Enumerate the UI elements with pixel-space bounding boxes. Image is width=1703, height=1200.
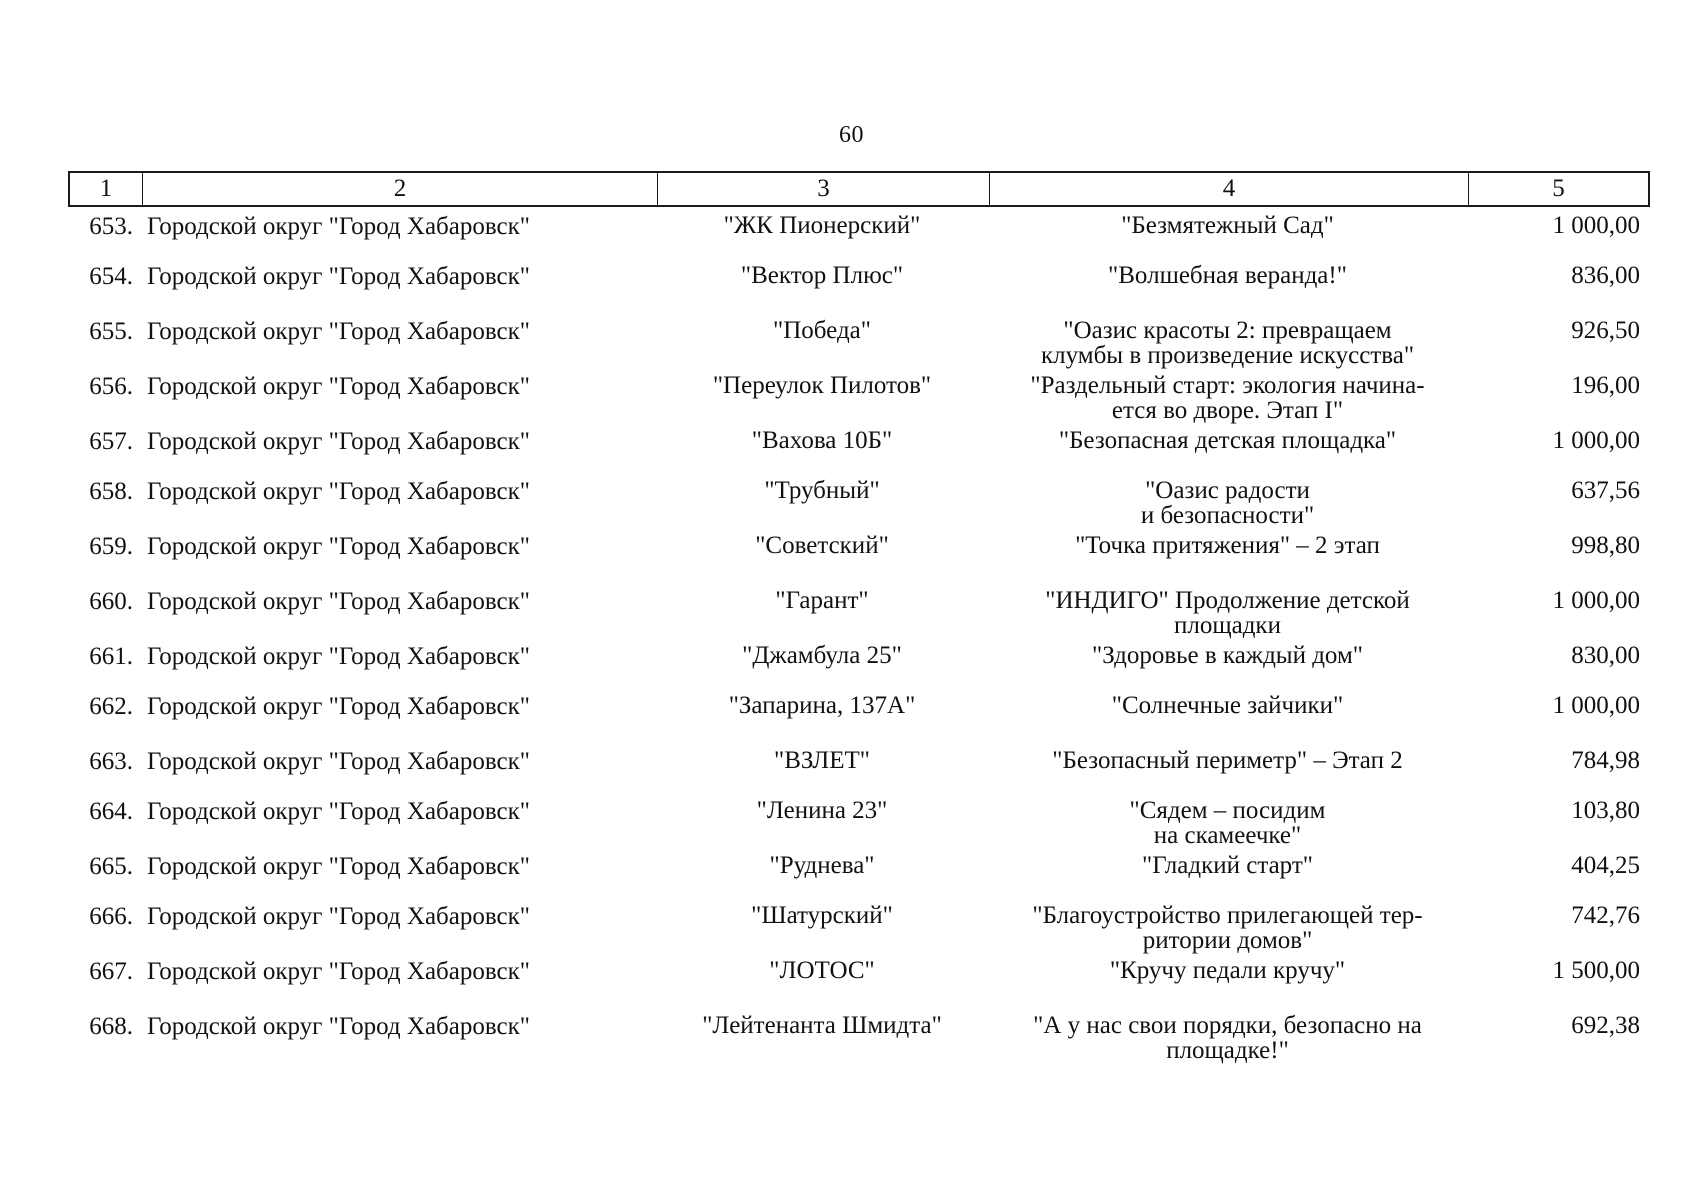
- row-amount: 926,50: [1571, 317, 1640, 344]
- table-header: [68, 171, 1650, 207]
- table-row: [68, 742, 1650, 792]
- row-project: "Оазис красоты 2: превращаем клумбы в произведение искусства": [1040, 317, 1415, 369]
- table-row: [68, 582, 1650, 637]
- row-number: 657.: [89, 428, 133, 455]
- row-amount: 742,76: [1571, 902, 1640, 929]
- table-row: [68, 847, 1650, 897]
- row-organization: "Руднева": [769, 852, 875, 879]
- row-district: Городской округ "Город Хабаровск": [147, 213, 530, 240]
- table-row: [68, 367, 1650, 422]
- row-amount: 103,80: [1571, 797, 1640, 824]
- row-organization: "Гарант": [775, 587, 869, 614]
- table-row: [68, 792, 1650, 847]
- row-organization: "Джамбула 25": [742, 642, 902, 669]
- row-amount: 1 000,00: [1552, 587, 1640, 614]
- row-number: 655.: [89, 318, 133, 345]
- row-project: "Безопасный периметр" – Этап 2: [1052, 747, 1403, 774]
- header-col-1: 1: [70, 173, 143, 205]
- table-row: [68, 687, 1650, 742]
- row-project: "Безмятежный Сад": [1121, 212, 1334, 239]
- row-number: 653.: [89, 213, 133, 240]
- row-number: 660.: [89, 588, 133, 615]
- row-organization: "Ленина 23": [756, 797, 888, 824]
- row-project: "Кручу педали кручу": [1109, 957, 1346, 984]
- row-organization: "Лейтенанта Шмидта": [702, 1012, 942, 1039]
- row-number: 665.: [89, 853, 133, 880]
- row-district: Городской округ "Город Хабаровск": [147, 748, 530, 775]
- row-number: 664.: [89, 798, 133, 825]
- row-amount: 692,38: [1571, 1012, 1640, 1039]
- row-district: Городской округ "Город Хабаровск": [147, 693, 530, 720]
- row-project: "Гладкий старт": [1142, 852, 1313, 879]
- row-district: Городской округ "Город Хабаровск": [147, 1013, 530, 1040]
- row-amount: 1 000,00: [1552, 427, 1640, 454]
- row-amount: 637,56: [1571, 477, 1640, 504]
- header-col-5: 5: [1552, 175, 1565, 202]
- table-row: [68, 897, 1650, 952]
- header-col-2: 2: [143, 173, 658, 205]
- row-district: Городской округ "Город Хабаровск": [147, 798, 530, 825]
- row-number: 661.: [89, 643, 133, 670]
- row-organization: "Победа": [773, 317, 871, 344]
- table-row: [68, 257, 1650, 312]
- page-number: 60: [839, 122, 864, 148]
- row-organization: "ЛОТОС": [769, 957, 875, 984]
- row-organization: "Вектор Плюс": [740, 262, 904, 289]
- row-project: "ИНДИГО" Продолжение детской площадки: [1045, 587, 1410, 639]
- row-project: "Солнечные зайчики": [1111, 692, 1344, 719]
- row-number: 668.: [89, 1013, 133, 1040]
- row-district: Городской округ "Город Хабаровск": [147, 428, 530, 455]
- row-number: 656.: [89, 373, 133, 400]
- row-amount: 830,00: [1571, 642, 1640, 669]
- table-row: [68, 637, 1650, 687]
- table-row: [68, 527, 1650, 582]
- row-district: Городской округ "Город Хабаровск": [147, 958, 530, 985]
- row-district: Городской округ "Город Хабаровск": [147, 318, 530, 345]
- row-district: Городской округ "Город Хабаровск": [147, 478, 530, 505]
- row-amount: 1 500,00: [1552, 957, 1640, 984]
- row-project: "Здоровье в каждый дом": [1092, 642, 1363, 669]
- row-project: "Раздельный старт: экология начина- ется во дворе. Этап I": [1030, 372, 1425, 424]
- row-organization: "Шатурский": [751, 902, 893, 929]
- row-amount: 784,98: [1571, 747, 1640, 774]
- row-district: Городской округ "Город Хабаровск": [147, 588, 530, 615]
- row-number: 666.: [89, 903, 133, 930]
- row-number: 654.: [89, 263, 133, 290]
- row-project: "А у нас свои порядки, безопасно на площадке!": [1033, 1012, 1422, 1064]
- row-district: Городской округ "Город Хабаровск": [147, 373, 530, 400]
- row-organization: "ЖК Пионерский": [723, 212, 921, 239]
- table-row: [68, 472, 1650, 527]
- row-organization: "ВЗЛЕТ": [773, 747, 870, 774]
- row-project: "Сядем – посидим на скамеечке": [1129, 797, 1326, 849]
- row-number: 667.: [89, 958, 133, 985]
- header-col-3: 3: [658, 173, 990, 205]
- row-project: "Безопасная детская площадка": [1058, 427, 1397, 454]
- row-number: 659.: [89, 533, 133, 560]
- row-number: 663.: [89, 748, 133, 775]
- row-organization: "Запарина, 137А": [728, 692, 916, 719]
- row-number: 662.: [89, 693, 133, 720]
- table-body: [68, 207, 1650, 1067]
- table-row: [68, 312, 1650, 367]
- table-row: [68, 1007, 1650, 1067]
- row-district: Городской округ "Город Хабаровск": [147, 263, 530, 290]
- row-district: Городской округ "Город Хабаровск": [147, 643, 530, 670]
- row-organization: "Советский": [755, 532, 889, 559]
- row-organization: "Вахова 10Б": [751, 427, 893, 454]
- row-district: Городской округ "Город Хабаровск": [147, 903, 530, 930]
- row-district: Городской округ "Город Хабаровск": [147, 533, 530, 560]
- header-col-4: 4: [990, 173, 1469, 205]
- row-number: 658.: [89, 478, 133, 505]
- row-project: "Волшебная веранда!": [1108, 262, 1347, 289]
- row-amount: 196,00: [1571, 372, 1640, 399]
- row-organization: "Трубный": [764, 477, 880, 504]
- row-amount: 836,00: [1571, 262, 1640, 289]
- row-district: Городской округ "Город Хабаровск": [147, 853, 530, 880]
- row-amount: 404,25: [1571, 852, 1640, 879]
- row-amount: 1 000,00: [1552, 692, 1640, 719]
- table-row: [68, 952, 1650, 1007]
- row-project: "Благоустройство прилегающей тер- ритории домов": [1032, 902, 1423, 954]
- row-project: "Точка притяжения" – 2 этап: [1075, 532, 1380, 559]
- row-organization: "Переулок Пилотов": [712, 372, 932, 399]
- table-row: [68, 207, 1650, 257]
- row-amount: 998,80: [1571, 532, 1640, 559]
- row-amount: 1 000,00: [1552, 212, 1640, 239]
- row-project: "Оазис радости и безопасности": [1140, 477, 1315, 529]
- table-row: [68, 422, 1650, 472]
